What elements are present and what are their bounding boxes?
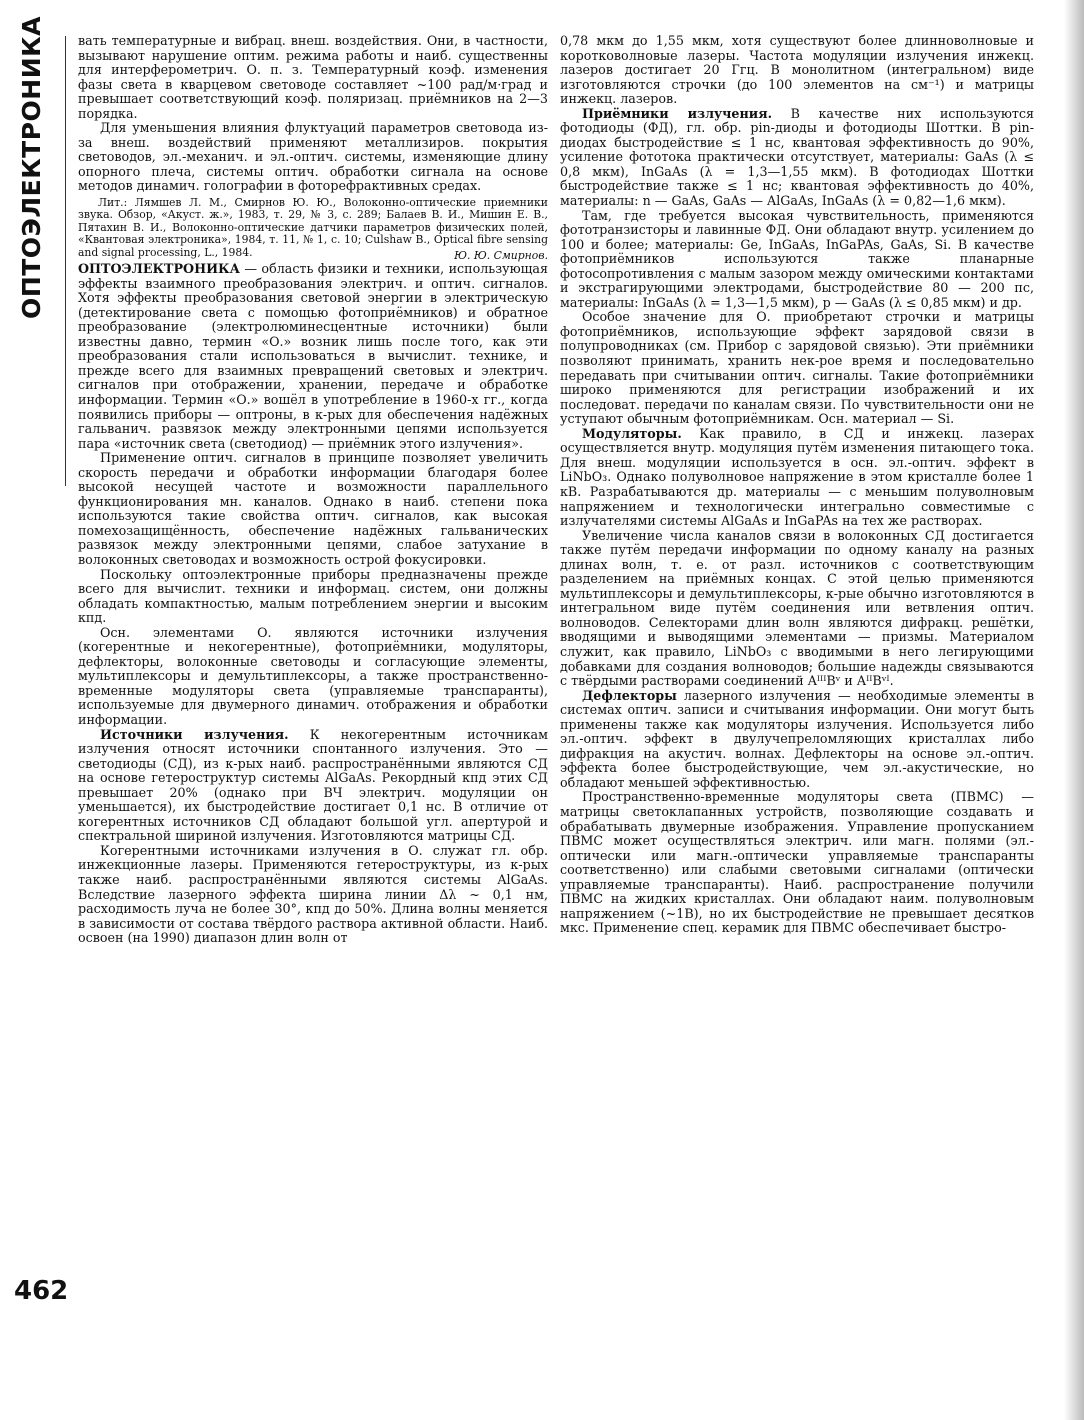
paragraph bbox=[560, 427, 1034, 529]
paragraph: Поскольку оптоэлектронные приборы предназначены прежде всего для вычислит. техники и информац. систем, они должны обладать компактностью, малым потреблением энергии и высоким кпд. bbox=[78, 566, 548, 626]
entry-intro bbox=[78, 262, 548, 451]
article-author: Ю. Ю. Смирнов. bbox=[454, 248, 548, 262]
paragraph bbox=[560, 689, 1034, 791]
paragraph-text: В качестве них используются фотодиоды (ФД), гл. обр. pin-диоды и фотодиоды Шоттки. В pin-диодах быстродействие ≤ 1 нс, квантовая эффективность до 90%, усиление фототока практически отсутствует, материалы: GaAs (λ ≤ 0,8 мкм), InGaAs (λ = 1,3—1,55 мкм). В фотодиодах Шоттки быстродействие также ≤ 1 нс; квантовая эффективность до 40%, материалы: n — GaAs, GaAs — AlGaAs, InGaAs (λ = 0,82—1,6 мкм). bbox=[560, 105, 1034, 209]
entry-headword: ОПТОЭЛЕКТРОНИКА bbox=[78, 261, 240, 277]
paragraph: вать температурные и вибрац. внеш. воздействия. Они, в частности, вызывают нарушение оптим. режима работы и наиб. существенны для интерферометрич. О. п. з. Температурный коэф. изменения фазы света в кварцевом световоде составляет ~100 рад/м·град и превышает соответствующий коэф. поляризац. приёмников на 2—3 порядка. bbox=[78, 34, 548, 121]
running-head-rule bbox=[65, 36, 66, 486]
left-column bbox=[78, 34, 548, 1324]
section-heading: Приёмники излучения. bbox=[582, 105, 772, 121]
right-column bbox=[560, 34, 1034, 1324]
paragraph: Когерентными источниками излучения в О. служат гл. обр. инжекционные лазеры. Применяются гетероструктуры, из к-рых также наиб. распространёнными являются системы AlGaAs. Вследствие лазерного эффекта ширина линии Δλ ~ 0,1 нм, расходимость луча не более 30°, кпд до 50%. Длина волны меняется в зависимости от состава твёрдого раствора активной области. Наиб. освоен (на 1990) диапазон длин волн от bbox=[78, 842, 548, 946]
section-heading: Модуляторы. bbox=[582, 425, 682, 441]
page-number: 462 bbox=[14, 1276, 69, 1306]
paragraph: Применение оптич. сигналов в принципе позволяет увеличить скорость передачи и обработки информации благодаря более высокой несущей частоте и возможности параллельного функционирования мн. каналов. Однако в наиб. степени пока используются такие свойства оптич. сигналов, как высокая помехозащищённость, обеспечение надёжных гальванических развязок между электронными цепями, слабое затухание в волоконных световодах и возможность острой фокусировки. bbox=[78, 450, 548, 567]
paragraph: Пространственно-временные модуляторы света (ПВМС) — матрицы светоклапанных устройств, позволяющие создавать и обрабатывать двумерные изображения. Управление пропусканием ПВМС может осуществляться электрич. или магн. полями (эл.-оптически или магн.-оптически управляемые транспаранты соответственно) или слабыми световыми сигналами (оптически управляемые транспаранты). Наиб. распространение получили ПВМС на жидких кристаллах. Они обладают наим. полуволновым напряжением (~1В), но их быстродействие не превышает десятков мкс. Применение спец. керамик для ПВМС обеспечивает быстро- bbox=[560, 789, 1034, 936]
paragraph: Для уменьшения влияния флуктуаций параметров световода из-за внеш. воздействий применяют металлизиров. покрытия световодов, эл.-механич. и эл.-оптич. системы, изменяющие длину опорного плеча, системы оптич. обработки сигнала на основе методов динамич. голографии в фоторефрактивных средах. bbox=[78, 120, 548, 194]
paragraph: Осн. элементами О. являются источники излучения (когерентные и некогерентные), фотоприёмники, модуляторы, дефлекторы, волоконные световоды и согласующие элементы, мультиплексоры и демультиплексоры, а также пространственно-временные модуляторы света (управляемые транспаранты), используемые для двумерного динамич. отображения и обработки информации. bbox=[78, 624, 548, 728]
paragraph: Там, где требуется высокая чувствительность, применяются фототранзисторы и лавинные ФД. Они обладают внутр. усилением до 100 и более; материалы: Ge, InGaAs, InGaPAs, GaAs, Si. В качестве фотоприёмников используются также планарные фотосопротивления с малым зазором между омическими контактами и экстрагирующими электродами, быстродействие 80 — 200 пс, материалы: InGaAs (λ = 1,3—1,5 мкм), p — GaAs (λ ≤ 0,85 мкм) и др. bbox=[560, 207, 1034, 310]
paragraph: 0,78 мкм до 1,55 мкм, хотя существуют более длинноволновые и коротковолновые лазеры. Частота модуляции излучения инжекц. лазеров достигает 20 Ггц. В монолитном (интегральном) виде изготовляются строчки (до 100 элементов на см⁻¹) и матрицы инжекц. лазеров. bbox=[560, 34, 1034, 107]
paragraph-text: лазерного излучения — необходимые элементы в системах оптич. записи и считывания информации. Они могут быть применены также как модуляторы излучения. Используется либо эл.-оптич. эффект в двулучепреломляющих кристаллах либо дифракция на акустич. волнах. Дефлекторы на основе эл.-оптич. эффекта более быстродействующие, чем эл.-акустические, но обладают меньшей эффективностью. bbox=[560, 687, 1034, 790]
running-head-text: ОПТОЭЛЕКТРОНИКА bbox=[16, 15, 46, 319]
section-heading: Источники излучения. bbox=[100, 726, 289, 742]
paragraph: Особое значение для О. приобретают строчки и матрицы фотоприёмников, использующие эффект зарядовой связи в полупроводниках (см. Прибор с зарядовой связью). Эти приёмники позволяют принимать, хранить нек-рое время и последовательно передавать при считывании оптич. сигналы. Такие фотоприёмники широко применяются для регистрации изображений и их последоват. передачи по каналам связи. По чувствительности они не уступают обычным фотоприёмникам. Осн. материал — Si. bbox=[560, 309, 1034, 427]
paragraph-text: К некогерентным источникам излучения относят источники спонтанного излучения. Это — светодиоды (СД), из к-рых наиб. распространёнными являются СД на основе гетероструктур системы AlGaAs. Рекордный кпд этих СД превышает 20% (однако при ВЧ электрич. модуляции он уменьшается), их быстродействие достигает 0,1 нс. В отличие от когерентных источников СД обладают большой угл. апертурой и спектральной шириной излучения. Изготовляются матрицы СД. bbox=[78, 726, 548, 844]
entry-intro-text: — область физики и техники, использующая эффекты взаимного преобразования электрич. и оптич. сигналов. Хотя эффекты преобразования световой энергии в электрическую (детектирование света с помощью фотоприёмников) и обратное преобразование (электролюминесцентные источники) были известны давно, термин «О.» возник лишь после того, как эти преобразования стали использоваться в вычислит. технике, и прежде всего для взаимных превращений световых и электрич. сигналов при отображении, хранении, передаче и обработке информации. Термин «О.» вошёл в употребление в 1960-х гг., когда появились приборы — оптроны, в к-рых для обеспечения надёжных гальванич. развязок между электронными цепями используется пара «источник света (светодиод) — приёмник этого излучения». bbox=[78, 261, 548, 451]
scan-edge-shadow bbox=[1064, 0, 1084, 1420]
paragraph-text: Как правило, в СД и инжекц. лазерах осуществляется внутр. модуляция путём изменения питающего тока. Для внеш. модуляции используется в осн. эл.-оптич. эффект в LiNbO₃. Однако полуволновое напряжение в этом кристалле более 1 кВ. Разрабатываются др. материалы — с меньшим полуволновым напряжением и технологически интегрально совместимые с излучателями системы AlGaAs и InGaPAs на тех же растворах. bbox=[560, 425, 1034, 529]
paragraph: Увеличение числа каналов связи в волоконных СД достигается также путём передачи информации по одному каналу на разных длинах волн, т. е. от разл. источников с соответствующим разделением на приёмных концах. С этой целью применяются мультиплексоры и демультиплексоры, к-рые обычно изготовляются в интегральном виде путём соединения или ветвления оптич. волноводов. Селекторами длин волн являются дифракц. решётки, вводящими и выводящими элементами — призмы. Материалом служит, как правило, LiNbO₃ с вводимыми в него легирующими добавками для создания волноводов; большие надежды связываются с твёрдыми растворами соединений AᴵᴵᴵBᵛ и AᴵᴵBᵛᴵ. bbox=[560, 527, 1034, 689]
bibliography: Лит.: Лямшев Л. М., Смирнов Ю. Ю., Волоконно-оптические приемники звука. Обзор, «Акуст. ж.», 1983, т. 29, № 3, с. 289; Балаев В. И., Мишин Е. В., Пятахин В. И., Волоконно-оптические датчики параметров физических полей, «Квантовая электроника», 1984, т. 11, № 1, с. 10; Culshaw B., Optical fibre sensing and signal processing, L., 1984. bbox=[78, 196, 548, 259]
paragraph bbox=[78, 728, 548, 844]
paragraph bbox=[560, 107, 1034, 209]
running-head bbox=[14, 15, 48, 319]
section-heading: Дефлекторы bbox=[582, 687, 677, 703]
